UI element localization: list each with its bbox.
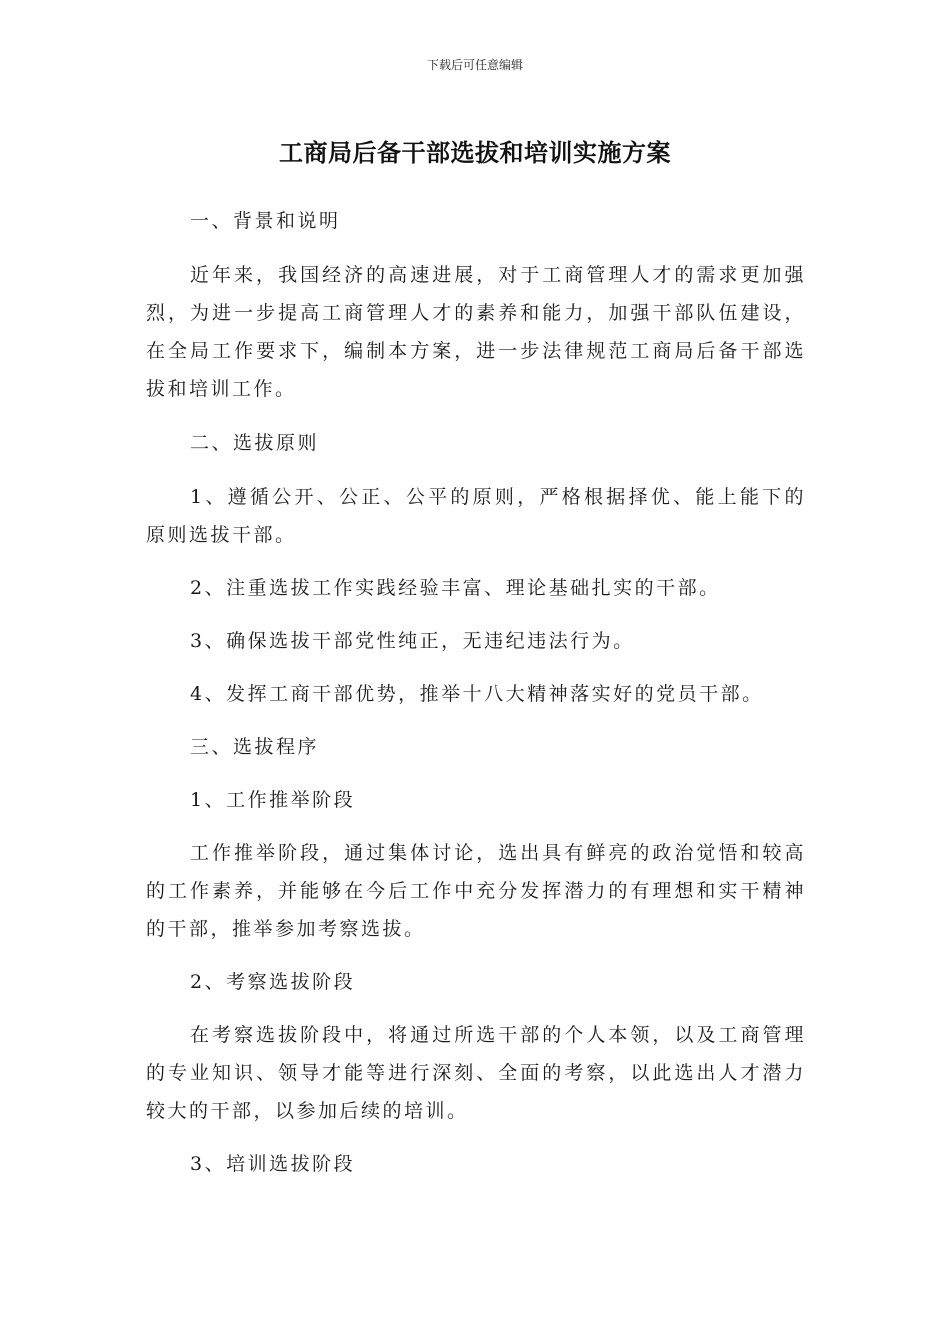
principle-item-2: 2、注重选拔工作实践经验丰富、理论基础扎实的干部。 <box>190 577 721 599</box>
page-header-note: 下载后可任意编辑 <box>426 58 523 72</box>
document-body <box>146 202 806 1183</box>
section-heading-principles: 二、选拔原则 <box>190 432 320 454</box>
procedure-stage-1-text: 工作推举阶段，通过集体讨论，选出具有鲜亮的政治觉悟和较高的工作素养，并能够在今后工作中充分发挥潜力的有理想和实干精神的干部，推举参加考察选拔。 <box>146 842 806 940</box>
paragraph-background: 近年来，我国经济的高速进展，对于工商管理人才的需求更加强烈，为进一步提高工商管理人才的素养和能力，加强干部队伍建设，在全局工作要求下，编制本方案，进一步法律规范工商局后备干部选拔和培训工作。 <box>146 264 806 400</box>
procedure-stage-2-text: 在考察选拔阶段中，将通过所选干部的个人本领，以及工商管理的专业知识、领导才能等进行深刻、全面的考察，以此选出人才潜力较大的干部，以参加后续的培训。 <box>146 1024 806 1122</box>
procedure-stage-3-heading: 3、培训选拔阶段 <box>190 1153 356 1175</box>
section-heading-procedure: 三、选拔程序 <box>190 736 320 758</box>
principle-item-3: 3、确保选拔干部党性纯正，无违纪违法行为。 <box>190 630 635 652</box>
section-heading-background: 一、背景和说明 <box>190 210 341 232</box>
principle-item-1: 1、遵循公开、公正、公平的原则，严格根据择优、能上能下的原则选拔干部。 <box>146 486 806 546</box>
principle-item-4: 4、发挥工商干部优势，推举十八大精神落实好的党员干部。 <box>190 683 764 705</box>
procedure-stage-2-heading: 2、考察选拔阶段 <box>190 971 356 993</box>
document-title: 工商局后备干部选拔和培训实施方案 <box>279 139 671 167</box>
procedure-stage-1-heading: 1、工作推举阶段 <box>190 789 356 811</box>
